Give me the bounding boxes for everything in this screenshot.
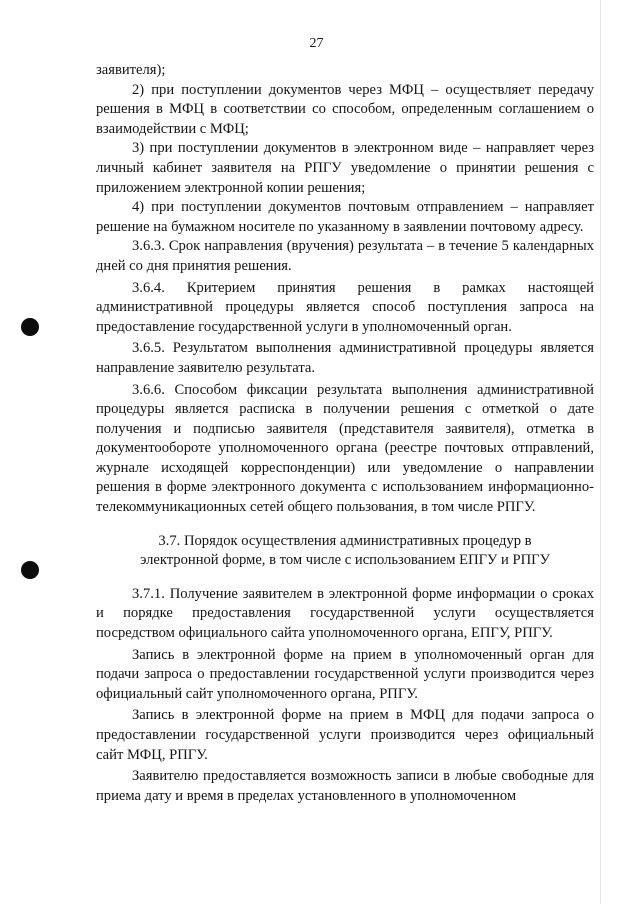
paragraph-3-6-4: 3.6.4. Критерием принятия решения в рамках настоящей административной процедуры является способ поступления запроса на предоставление государственной услуги в уполномоченный орган. [96,279,594,335]
document-body [96,61,594,806]
section-heading-line-1: 3.7. Порядок осуществления административных процедур в [158,532,532,549]
paragraph-3-6-6: 3.6.6. Способом фиксации результата выполнения административной процедуры является расписка в получении решения с отметкой о дате получения и подписью заявителя (представителя заявителя), отметка в документообороте уполномоченного органа (реестре почтовых отправлений, журнале исходящей корреспонденции) или уведомление о направлении решения в форме электронного документа с использованием информационно-телекоммуникационных сетей общего пользования, в том числе РПГУ. [96,381,594,516]
paragraph-item-4: 4) при поступлении документов почтовым отправлением – направляет решение на бумажном носителе по указанному в заявлении почтовому адресу. [96,199,594,235]
paragraph-3-6-5: 3.6.5. Результатом выполнения административной процедуры является направление заявителю результата. [96,340,594,376]
scan-edge-line [600,0,601,904]
paragraph-item-3: 3) при поступлении документов в электронном виде – направляет через личный кабинет заявителя на РПГУ уведомление о принятии решения с приложением электронной копии решения; [96,140,594,196]
section-heading-line-2: электронной форме, в том числе с использованием ЕПГУ и РПГУ [140,552,550,569]
paragraph-appointment-mfc: Запись в электронной форме на прием в МФЦ для подачи запроса о предоставлении государственной услуги производится через официальный сайт МФЦ, РПГУ. [96,707,594,763]
paragraph-appointment-slots: Заявителю предоставляется возможность записи в любые свободные для приема дату и время в пределах установленного в уполномоченном [96,768,594,804]
section-heading-3-7 [96,532,594,571]
paragraph-3-6-3: 3.6.3. Срок направления (вручения) результата – в течение 5 календарных дней со дня принятия решения. [96,238,594,274]
paragraph-3-7-1: 3.7.1. Получение заявителем в электронной форме информации о сроках и порядке предоставления государственной услуги осуществляется посредством официального сайта уполномоченного органа, ЕПГУ, РПГУ. [96,585,594,642]
paragraph-continuation: заявителя); [96,62,166,78]
paragraph-appointment-authority: Запись в электронной форме на прием в уполномоченный орган для подачи запроса о предоставлении государственной услуги производится через официальный сайт уполномоченного органа, РПГУ. [96,646,594,702]
punch-hole-top [21,318,39,336]
punch-hole-bottom [21,561,39,579]
paragraph-item-2: 2) при поступлении документов через МФЦ – осуществляет передачу решения в МФЦ в соответствии со способом, определенным соглашением о взаимодействии с МФЦ; [96,81,594,137]
page-number: 27 [309,36,324,51]
